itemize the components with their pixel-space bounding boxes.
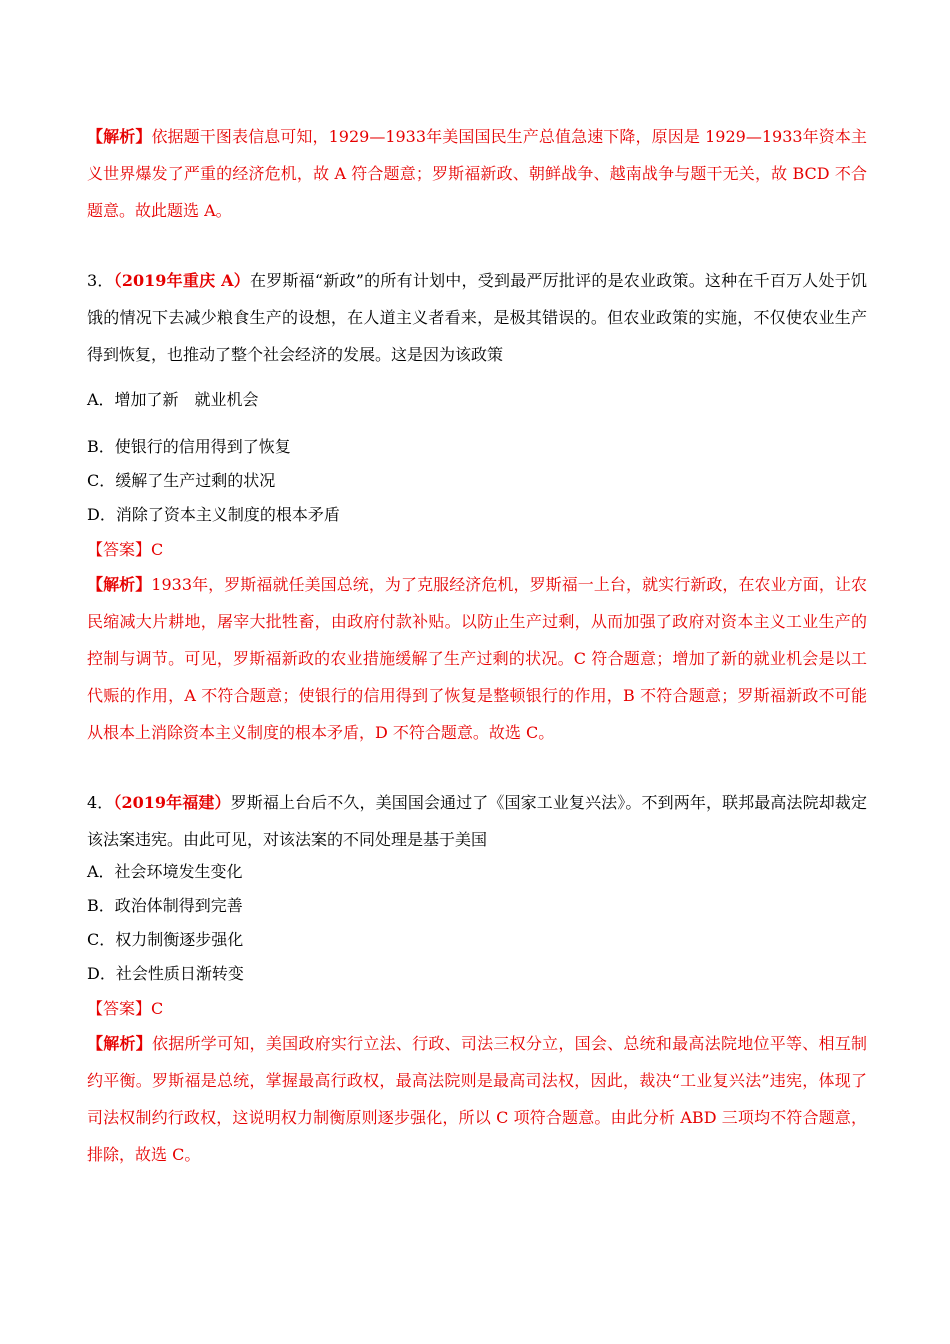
answer-value: C xyxy=(151,999,164,1018)
q3-analysis-block xyxy=(87,566,867,751)
q3-answer-block xyxy=(87,534,867,566)
q3-stem-text: 在罗斯福“新政”的所有计划中，受到最严厉批评的是农业政策。这种在千百万人处于饥饿的情况下去减少粮食生产的设想，在人道主义者看来，是极其错误的。但农业政策的实施，不仅使农业生产得到恢复，也推动了整个社会经济的发展。这是因为该政策 xyxy=(87,271,867,364)
q2-analysis xyxy=(87,118,867,229)
q4-source: （2019年福建） xyxy=(113,793,231,812)
answer-value: C xyxy=(151,540,164,559)
question-4 xyxy=(87,784,867,858)
q4-answer-block xyxy=(87,993,867,1025)
q3-stem xyxy=(87,262,867,373)
q3-number: 3． xyxy=(87,271,114,290)
analysis-text: 1933年，罗斯福就任美国总统，为了克服经济危机，罗斯福一上台，就实行新政，在农业方面，让农民缩减大片耕地，屠宰大批牲畜，由政府付款补贴。以防止生产过剩，从而加强了政府对资本主义工业生产的控制与调节。可见，罗斯福新政的农业措施缓解了生产过剩的状况。C 符合题意；增加了新的就业机会是以工代赈的作用，A 不符合题意；使银行的信用得到了恢复是整顿银行的作用，B 不符合题意；罗斯福新政不可能从根本上消除资本主义制度的根本矛盾，D 不符合题意。故选 C。 xyxy=(87,575,867,742)
q4-option-a: A．社会环境发生变化 xyxy=(87,862,243,881)
q3-option-d: D．消除了资本主义制度的根本矛盾 xyxy=(87,505,340,524)
q4-analysis-block xyxy=(87,1025,867,1173)
q4-analysis xyxy=(87,1025,867,1173)
answer-label: 【答案】 xyxy=(87,540,152,559)
q4-number: 4． xyxy=(87,793,114,812)
q4-options xyxy=(87,855,867,991)
analysis-label: 【解析】 xyxy=(87,1034,153,1053)
q3-options-rest xyxy=(87,430,867,532)
analysis-label: 【解析】 xyxy=(87,575,152,594)
analysis-text: 依据题干图表信息可知，1929—1933年美国国民生产总值急速下降，原因是 1929—1933年资本主义世界爆发了严重的经济危机，故 A 符合题意；罗斯福新政、朝鲜战争、越南战争与题干无关，故 BCD 不合题意。故此题选 A。 xyxy=(87,127,867,220)
q4-stem-text: 罗斯福上台后不久，美国国会通过了《国家工业复兴法》。不到两年，联邦最高法院却裁定该法案违宪。由此可见，对该法案的不同处理是基于美国 xyxy=(87,793,867,849)
q2-analysis-block xyxy=(87,118,867,229)
q4-stem xyxy=(87,784,867,858)
q4-option-b: B．政治体制得到完善 xyxy=(87,896,243,915)
q3-answer xyxy=(87,534,867,566)
question-3 xyxy=(87,262,867,373)
q3-source: （2019年重庆 A） xyxy=(113,271,250,290)
answer-label: 【答案】 xyxy=(87,999,152,1018)
q3-option-b: B．使银行的信用得到了恢复 xyxy=(87,437,291,456)
analysis-text: 依据所学可知，美国政府实行立法、行政、司法三权分立，国会、总统和最高法院地位平等、相互制约平衡。罗斯福是总统，掌握最高行政权，最高法院则是最高司法权，因此，裁决“工业复兴法”违宪，体现了司法权制约行政权，这说明权力制衡原则逐步强化，所以 C 项符合题意。由此分析 ABD 三项均不符合题意，排除，故选 C。 xyxy=(87,1034,867,1164)
q3-analysis xyxy=(87,566,867,751)
q4-answer xyxy=(87,993,867,1025)
q3-option-a: A．增加了新 就业机会 xyxy=(87,390,259,409)
q3-options xyxy=(87,383,867,417)
q4-option-c: C．权力制衡逐步强化 xyxy=(87,930,244,949)
analysis-label: 【解析】 xyxy=(87,127,152,146)
q4-option-d: D．社会性质日渐转变 xyxy=(87,964,244,983)
q3-option-c: C．缓解了生产过剩的状况 xyxy=(87,471,276,490)
